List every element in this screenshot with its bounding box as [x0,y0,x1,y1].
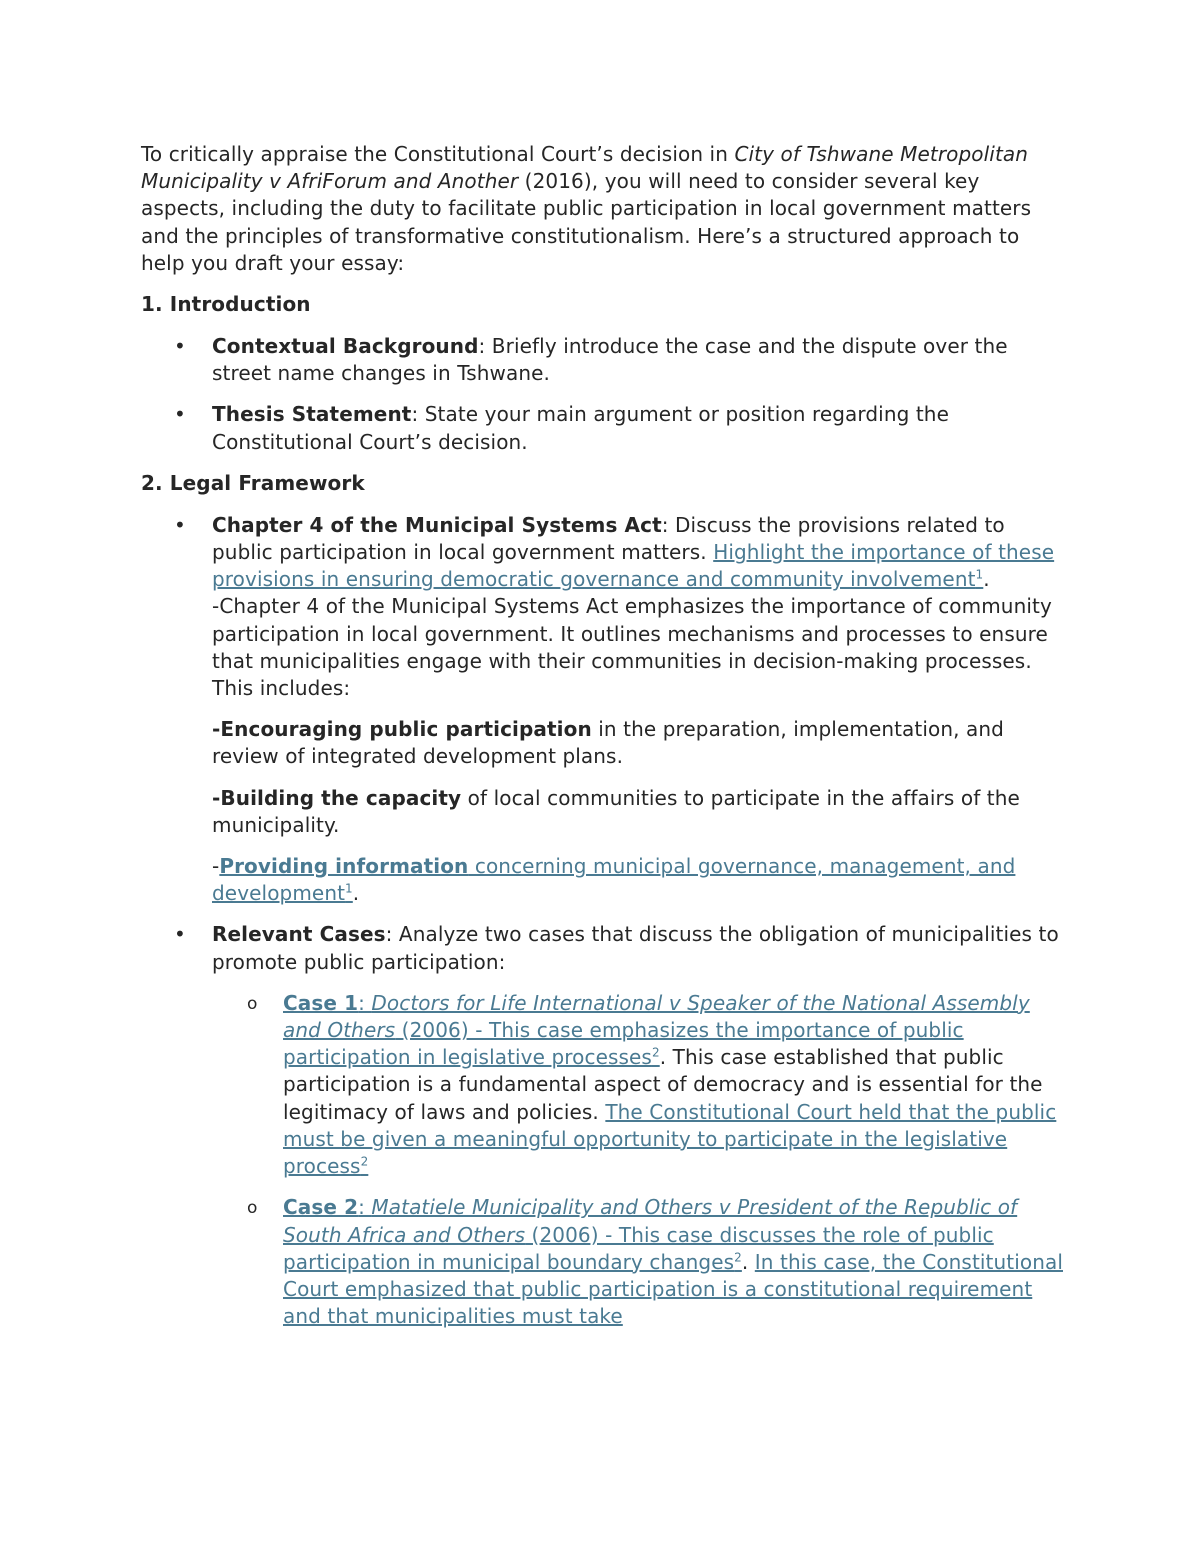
building-paragraph: -Building the capacity of local communities to participate in the affairs of the municipality. [212,785,1020,837]
item-label: Contextual Background [212,334,479,359]
intro-case-name: City of Tshwane Metropolitan Municipality v AfriForum and Another [141,142,1029,194]
bullet-icon: • [174,402,186,427]
footnote-ref[interactable]: 2 [651,1045,660,1060]
encouraging-paragraph: -Encouraging public participation in the preparation, implementation, and review of integrated development plans. [212,717,1004,769]
citation-link[interactable]: Highlight the importance of these provisions in ensuring democratic governance and community involvement$^1$ [212,540,1055,592]
circle-bullet-icon: o [247,993,258,1014]
item-label: Relevant Cases [212,922,386,947]
list-item-contextual-background [141,333,1066,387]
item-label: -Building the capacity [212,785,462,810]
chapter4-detail-text: -Chapter 4 of the Municipal Systems Act emphasizes the importance of community participation in local government. It outlines mechanisms and processes to ensure that municipalities engage with their communities in decision-making processes. This includes: [212,594,1052,701]
providing-paragraph: -Providing information concerning municipal governance, management, and development$^1$. [212,854,1016,906]
document-page [141,141,1066,1344]
item-label: Thesis Statement [212,402,412,427]
list-item-thesis-statement [141,401,1066,455]
footnote-ref[interactable]: 2 [734,1250,742,1265]
item-label: Chapter 4 of the Municipal Systems Act [212,512,662,537]
item-text: : Analyze two cases that discuss the obligation of municipalities to promote public participation: [212,922,1059,974]
intro-text-2: (2016), you will need to consider several key aspects, including the duty to facilitate public participation in local government matters and the principles of transformative constitutionalism. Here’s a structured approach to help you draft your essay: [141,169,1032,275]
citation-link[interactable]: The Constitutional Court held that the public must be given a meaningful opportunity to participate in the legislative process$^2$ [283,1099,1057,1179]
bullet-icon: • [174,512,186,537]
circle-bullet-icon: o [247,1198,258,1219]
item-label: -Encouraging public participation [212,717,592,742]
introduction-list [141,333,1066,456]
item-text: : State your main argument or position regarding the Constitutional Court’s decision. [212,402,949,454]
citation-link[interactable]: Providing information concerning municipal governance, management, and development$^1$ [212,854,1016,906]
item-text: : Briefly introduce the case and the dispute over the street name changes in Tshwane. [212,334,1008,386]
citation-link[interactable]: In this case, the Constitutional Court emphasized that public participation is a constitutional requirement and that municipalities must take [283,1249,1063,1329]
case-2-link[interactable]: Case 2: Matatiele Municipality and Others v President of the Republic of South Africa and Others (2006) - This case discusses the role of public participation in municipal boundary changes$^2$ [283,1195,1018,1274]
bullet-icon: • [174,334,186,359]
section-heading-introduction: 1. Introduction [141,292,311,317]
intro-text-1: To critically appraise the Constitutional Court’s decision in [141,142,735,166]
case-item-1: o Case 1: Doctors for Life International v Speaker of the National Assembly and Others (2006) - This case emphasizes the importance of public participation in legislative processes$^2$. This case established that public participation is a fundamental aspect of democracy and is essential for the legitimacy of laws and policies. The Constitutional Court held that the public must be given a meaningful opportunity to participate in the legislative process$^2$ [247,990,1057,1179]
list-item-chapter-4 [141,512,1066,908]
case-1-link[interactable]: Case 1: Doctors for Life International v Speaker of the National Assembly and Others (2006) - This case emphasizes the importance of public participation in legislative processes$^2$ [283,990,1030,1070]
intro-paragraph [141,141,1066,277]
item-text: : Discuss the provisions related to public participation in local government matters. [212,512,1005,565]
footnote-ref[interactable]: 1 [975,567,984,582]
chapter4-paragraph: Chapter 4 of the Municipal Systems Act: Discuss the provisions related to public participation in local government matters. Highlight the importance of these provisions in ensuring democratic governance and community involvement$^1$. -Chapter 4 of the Municipal Systems Act emphasizes the importance of community participation in local government. It outlines mechanisms and processes to ensure that municipalities engage with their communities in decision-making processes. This includes: [212,512,1055,701]
cases-list [212,990,1066,1330]
case-item-2: o Case 2: Matatiele Municipality and Others v President of the Republic of South Africa and Others (2006) - This case discusses the role of public participation in municipal boundary changes$^2$. In this case, the Constitutional Court emphasized that public participation is a constitutional requirement and that municipalities must take [247,1195,1063,1329]
footnote-ref[interactable]: 2 [360,1154,369,1169]
section-heading-legal-framework: 2. Legal Framework [141,470,365,495]
footnote-ref[interactable]: 1 [345,881,353,896]
list-item-relevant-cases [141,921,1066,1330]
legal-framework-list [141,512,1066,1330]
bullet-icon: • [174,922,186,947]
